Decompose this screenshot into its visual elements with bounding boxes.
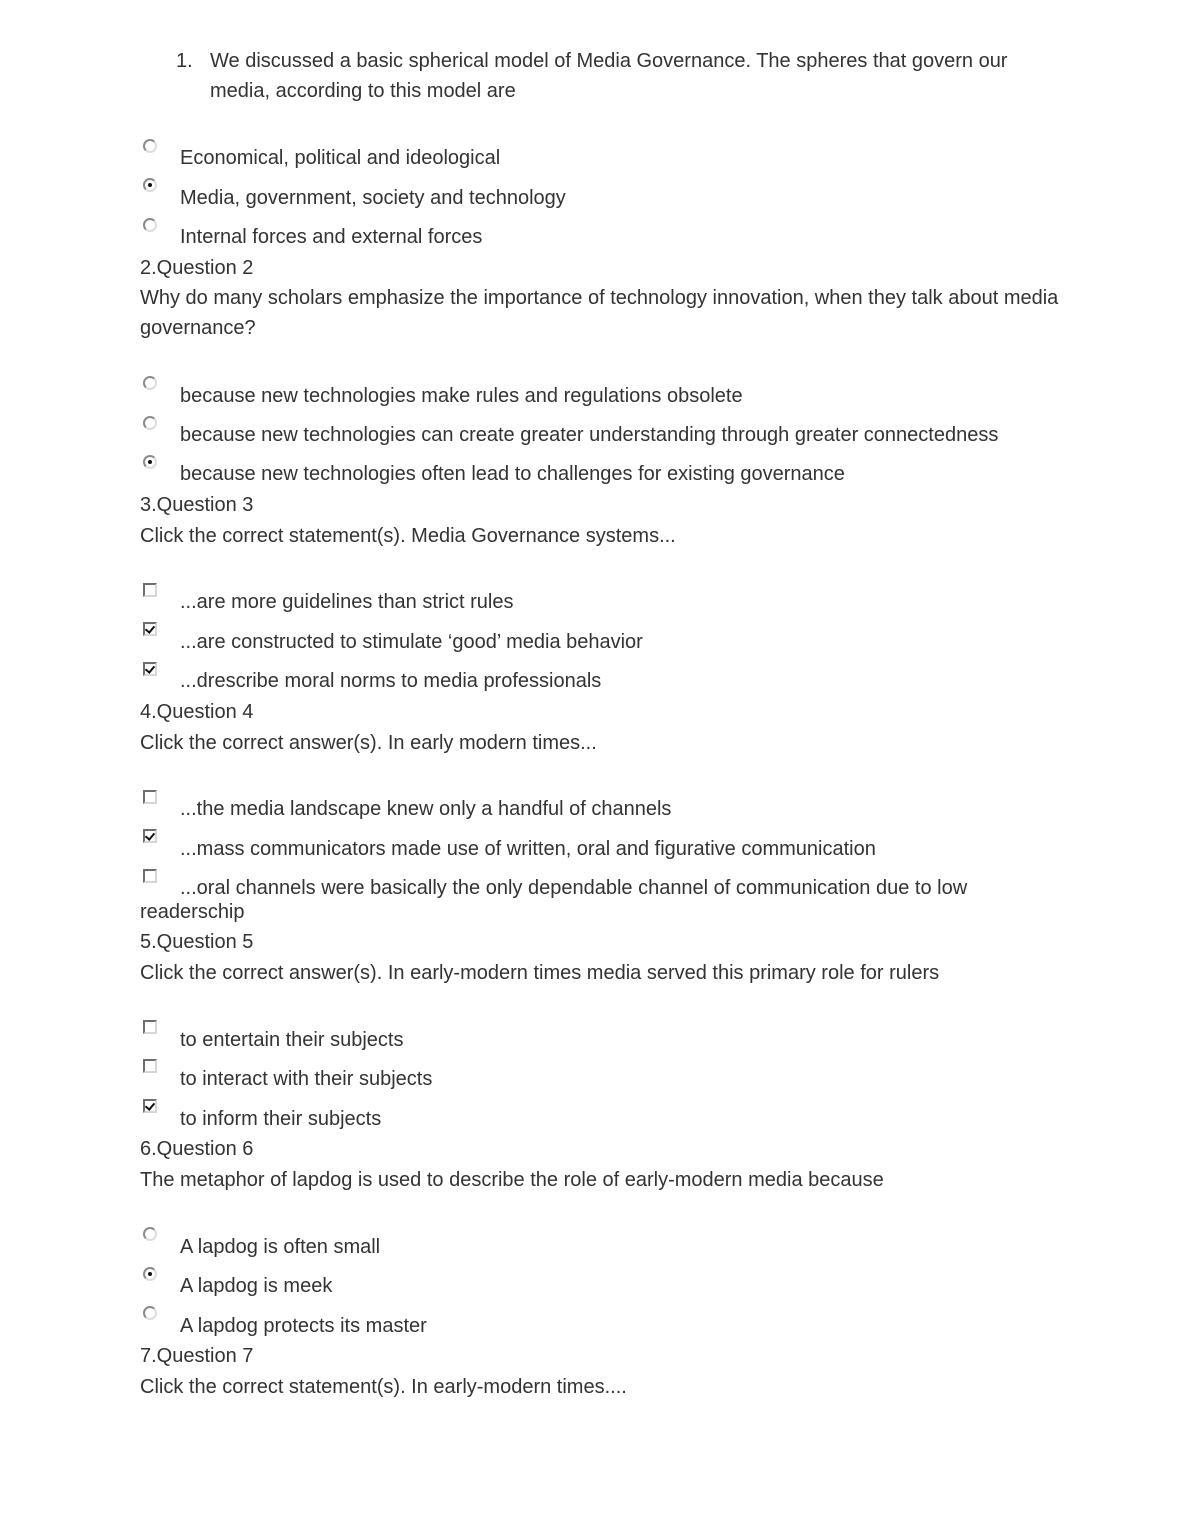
q3-option-1-checkbox[interactable]: [143, 583, 157, 597]
q3-heading: 3.Question 3: [140, 494, 254, 516]
q2-option-3-radio[interactable]: [143, 455, 157, 469]
q4-option-2-label: ...mass communicators made use of written, oral and figurative communication: [180, 838, 876, 860]
q6-option-2-label: A lapdog is meek: [180, 1275, 333, 1297]
q6-option-2-radio[interactable]: [143, 1267, 157, 1281]
q1-option-2-radio[interactable]: [143, 178, 157, 192]
q4-option-1-label: ...the media landscape knew only a handful of channels: [180, 798, 672, 820]
q4-option-1-checkbox[interactable]: [143, 790, 157, 804]
q1-prompt: We discussed a basic spherical model of Media Governance. The spheres that govern our media, according to this model are: [210, 50, 1008, 102]
q5-option-1-checkbox[interactable]: [143, 1020, 157, 1034]
q6-option-3-radio[interactable]: [143, 1306, 157, 1320]
q4-option-3-label-continued: readerschip: [140, 901, 245, 923]
q3-option-3-checkbox[interactable]: [143, 662, 157, 676]
q3-prompt: Click the correct statement(s). Media Governance systems...: [140, 525, 676, 547]
q2-option-3-label: because new technologies often lead to challenges for existing governance: [180, 463, 845, 485]
q1-option-2-label: Media, government, society and technology: [180, 187, 566, 209]
q5-heading: 5.Question 5: [140, 931, 254, 953]
q4-heading: 4.Question 4: [140, 701, 254, 723]
q2-option-1-radio[interactable]: [143, 376, 157, 390]
q1-option-3-label: Internal forces and external forces: [180, 226, 483, 248]
q7-heading: 7.Question 7: [140, 1345, 254, 1367]
q2-option-2-label: because new technologies can create greater understanding through greater connectedness: [180, 424, 999, 446]
q2-option-2-radio[interactable]: [143, 416, 157, 430]
q1-option-1-radio[interactable]: [143, 139, 157, 153]
q5-option-1-label: to entertain their subjects: [180, 1029, 404, 1051]
q4-option-3-checkbox[interactable]: [143, 869, 157, 883]
q5-prompt: Click the correct answer(s). In early-modern times media served this primary role for rulers: [140, 962, 940, 984]
q1-option-1-label: Economical, political and ideological: [180, 147, 501, 169]
q5-option-2-label: to interact with their subjects: [180, 1068, 433, 1090]
q2-option-1-label: because new technologies make rules and regulations obsolete: [180, 385, 743, 407]
q2-heading: 2.Question 2: [140, 257, 254, 279]
q3-option-3-label: ...drescribe moral norms to media professionals: [180, 670, 602, 692]
q4-option-3-label: ...oral channels were basically the only dependable channel of communication due to low: [180, 877, 968, 899]
q6-option-1-radio[interactable]: [143, 1227, 157, 1241]
q5-option-2-checkbox[interactable]: [143, 1059, 157, 1073]
q5-option-3-label: to inform their subjects: [180, 1108, 382, 1130]
q2-prompt: Why do many scholars emphasize the importance of technology innovation, when they talk about media governance?: [140, 287, 1059, 339]
q3-option-1-label: ...are more guidelines than strict rules: [180, 591, 514, 613]
q1-number: 1.: [176, 50, 193, 72]
q3-option-2-checkbox[interactable]: [143, 622, 157, 636]
q6-prompt: The metaphor of lapdog is used to describe the role of early-modern media because: [140, 1169, 884, 1191]
q1-option-3-radio[interactable]: [143, 218, 157, 232]
q3-option-2-label: ...are constructed to stimulate ‘good’ media behavior: [180, 631, 643, 653]
q4-prompt: Click the correct answer(s). In early modern times...: [140, 732, 597, 754]
q4-option-2-checkbox[interactable]: [143, 829, 157, 843]
q6-option-1-label: A lapdog is often small: [180, 1236, 381, 1258]
q7-prompt: Click the correct statement(s). In early-modern times....: [140, 1376, 627, 1398]
q6-option-3-label: A lapdog protects its master: [180, 1315, 427, 1337]
q5-option-3-checkbox[interactable]: [143, 1099, 157, 1113]
q6-heading: 6.Question 6: [140, 1138, 254, 1160]
